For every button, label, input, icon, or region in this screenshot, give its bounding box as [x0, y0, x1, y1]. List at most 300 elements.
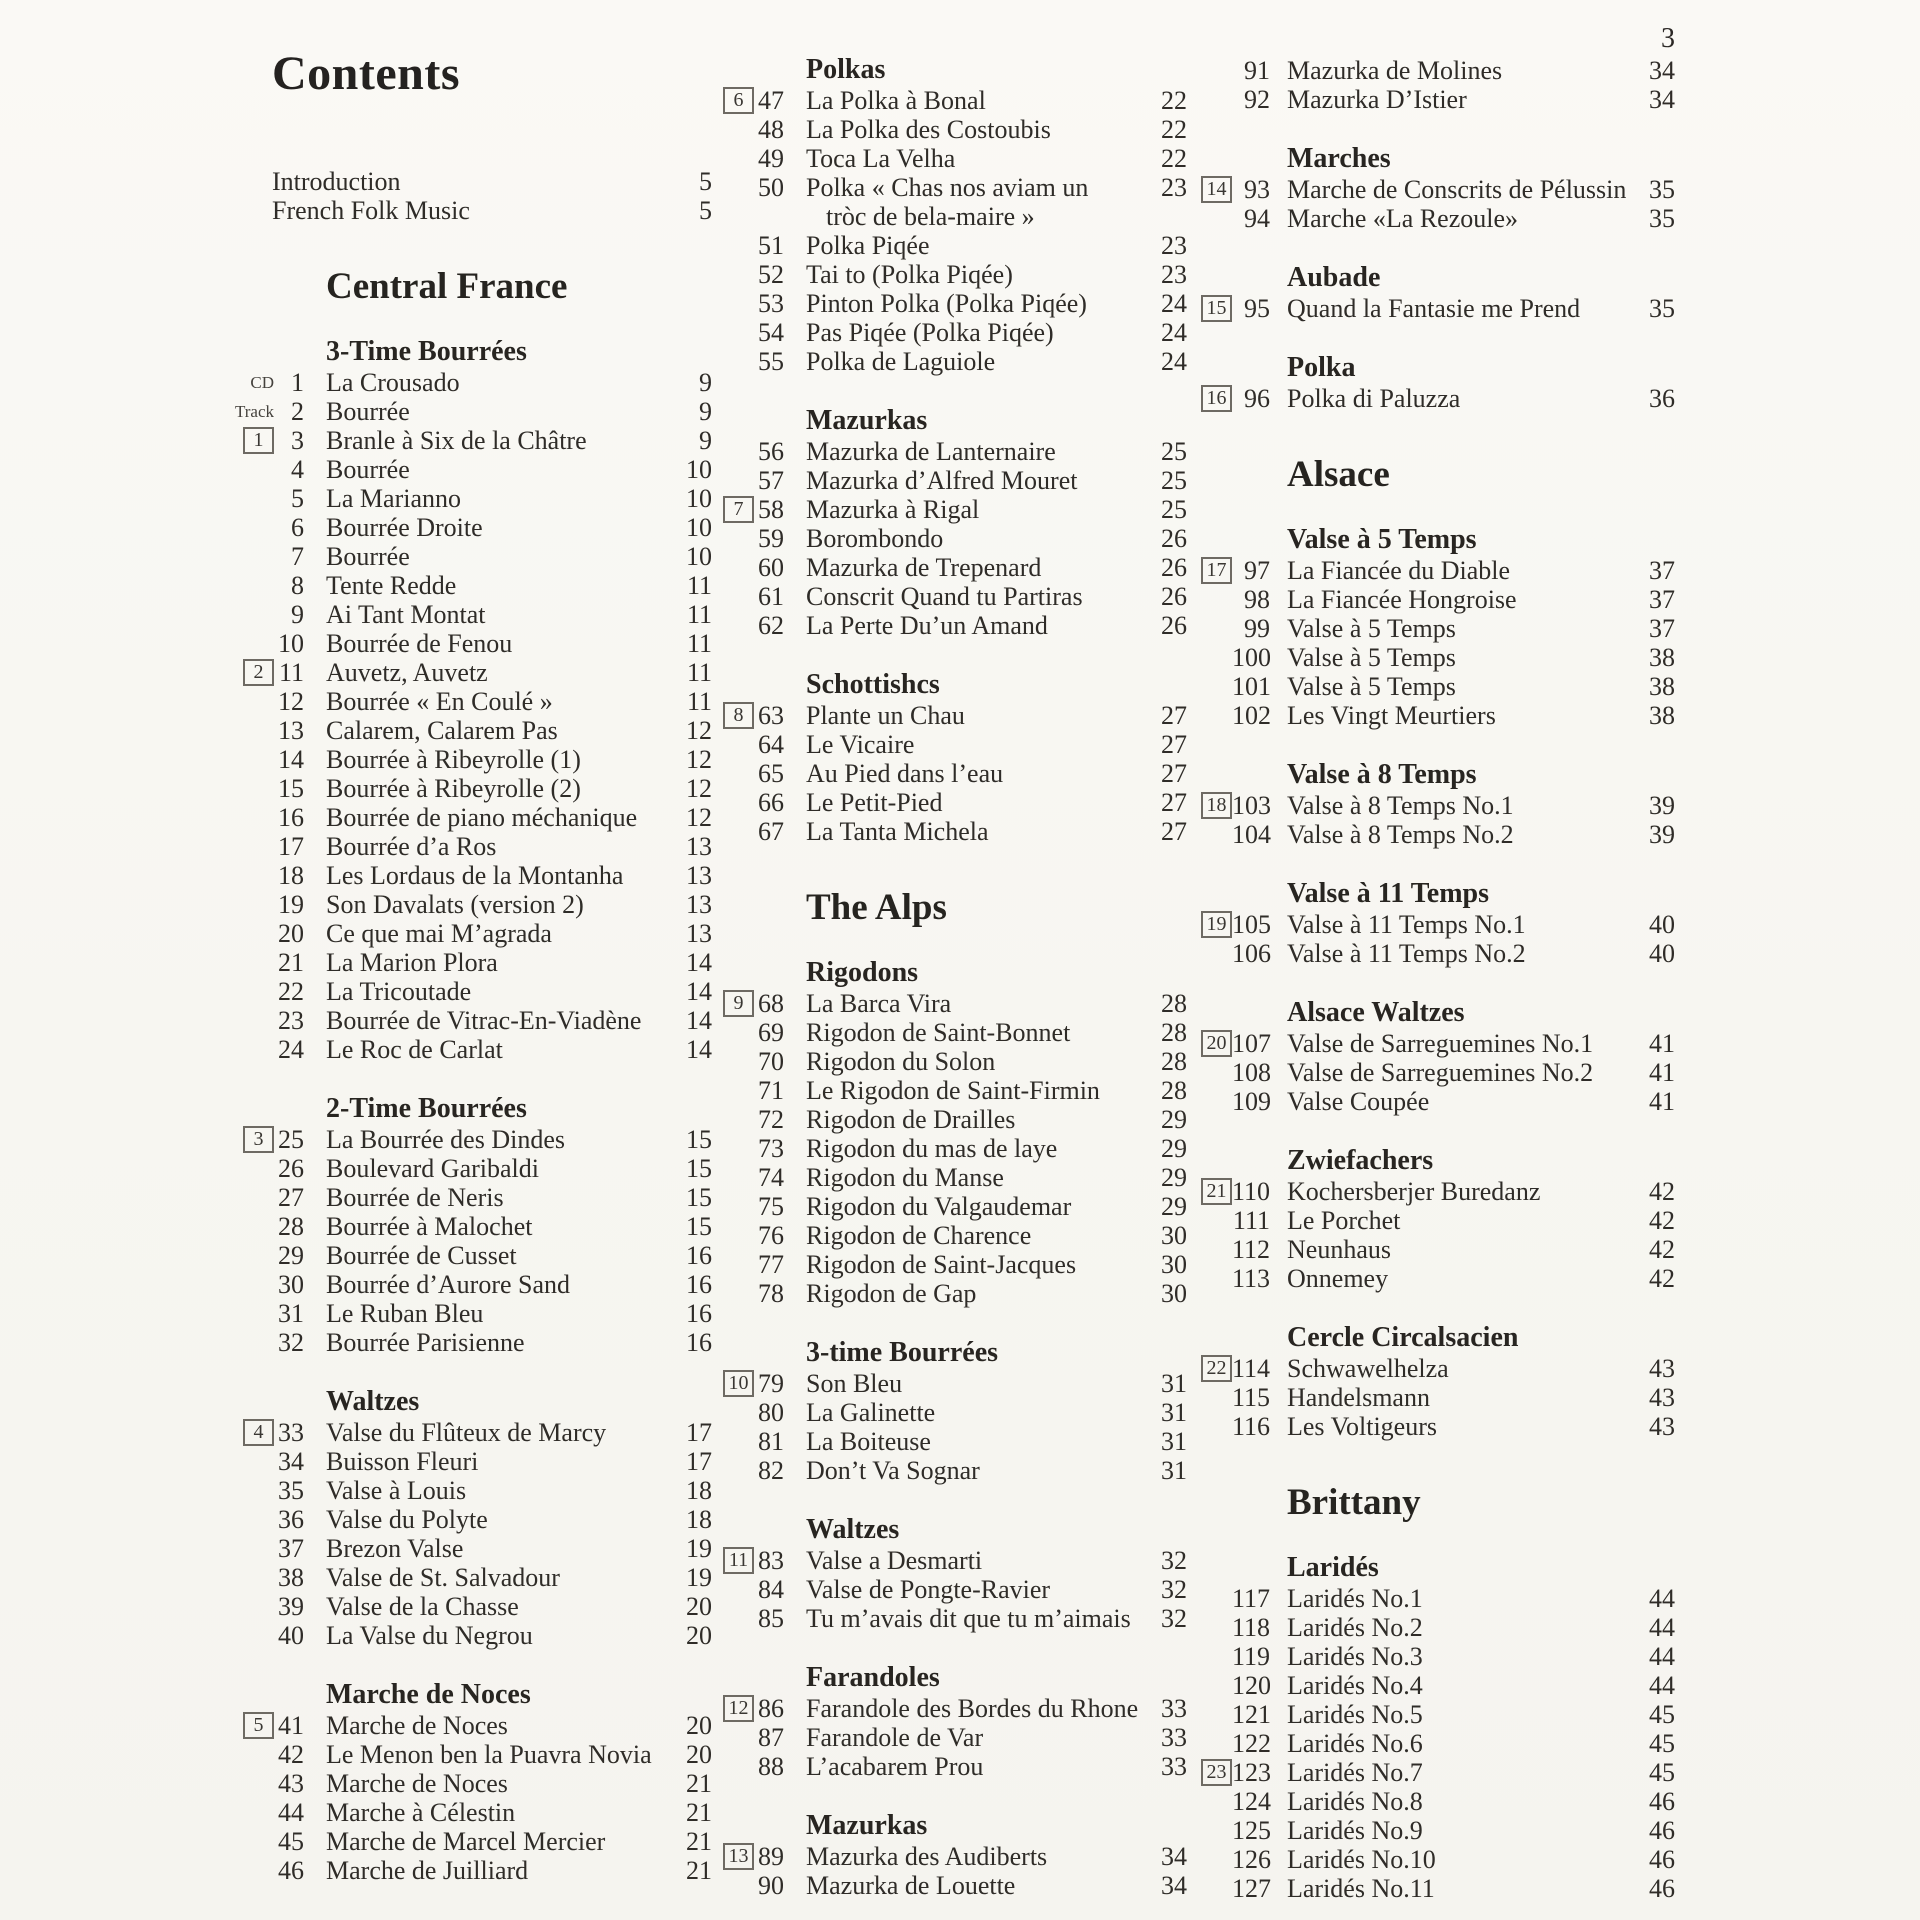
section-heading: The Alps — [806, 887, 947, 928]
cd-track-slot — [720, 173, 754, 202]
page-number: 40 — [1649, 939, 1675, 968]
track-title: Valse Coupée — [1287, 1087, 1430, 1116]
track-title: Le Petit-Pied — [806, 788, 943, 817]
cd-track-slot — [1198, 1642, 1232, 1671]
page-number: 28 — [1161, 1047, 1187, 1076]
page-number: 42 — [1649, 1206, 1675, 1235]
cd-track-slot — [240, 1592, 274, 1621]
cd-track-slot — [720, 524, 754, 553]
cd-track-box: 15 — [1201, 295, 1232, 322]
cd-track-slot — [720, 466, 754, 495]
toc-entry — [1198, 1671, 1675, 1700]
track-number: 123 — [1232, 1758, 1271, 1787]
track-number: 14 — [278, 745, 304, 774]
track-title: Valse de la Chasse — [326, 1592, 519, 1621]
cd-track-slot — [240, 1563, 274, 1592]
page-number: 12 — [686, 745, 712, 774]
track-title: Mazurka à Rigal — [806, 495, 980, 524]
track-title: Laridés No.2 — [1287, 1613, 1423, 1642]
track-number: 16 — [278, 803, 304, 832]
track-title: La Tanta Michela — [806, 817, 989, 846]
toc-entry — [720, 1575, 1187, 1604]
cd-track-slot — [240, 948, 274, 977]
track-title: Bourrée de Cusset — [326, 1241, 517, 1270]
page-number: 27 — [1161, 730, 1187, 759]
subsection-heading: Marche de Noces — [326, 1679, 531, 1710]
subsection-heading: Alsace Waltzes — [1287, 997, 1465, 1028]
track-number: 92 — [1244, 85, 1270, 114]
track-number: 68 — [758, 989, 784, 1018]
track-number: 97 — [1244, 556, 1270, 585]
intro-row — [240, 167, 712, 196]
page-number: 5 — [699, 196, 712, 225]
cd-track-slot — [720, 115, 754, 144]
page-number: 11 — [686, 687, 712, 716]
track-title: Bourrée d’Aurore Sand — [326, 1270, 571, 1299]
cd-track-box: 1 — [243, 427, 274, 454]
page-number: 11 — [686, 658, 712, 687]
page-number: 25 — [1161, 437, 1187, 466]
toc-entry — [240, 1035, 712, 1064]
toc-entry — [240, 1592, 712, 1621]
toc-entry — [720, 1192, 1187, 1221]
toc-entry — [1198, 1206, 1675, 1235]
track-title: Bourrée de Fenou — [326, 629, 513, 658]
toc-entry — [1198, 1874, 1675, 1903]
cd-track-slot — [1198, 1383, 1232, 1412]
track-number: 96 — [1244, 384, 1270, 413]
subsection-heading: Waltzes — [326, 1386, 420, 1417]
track-title: Handelsmann — [1287, 1383, 1430, 1412]
cd-track-slot — [240, 687, 274, 716]
track-title: Tai to (Polka Piqée) — [806, 260, 1013, 289]
toc-entry — [240, 542, 712, 571]
track-number: 87 — [758, 1723, 784, 1752]
track-title: Valse à 8 Temps No.1 — [1287, 791, 1514, 820]
track-number: 98 — [1244, 585, 1270, 614]
toc-entry — [720, 989, 1187, 1018]
track-title: Bourrée — [326, 455, 410, 484]
track-title: Marche de Marcel Mercier — [326, 1827, 606, 1856]
track-title: Toca La Velha — [806, 144, 956, 173]
cd-track-slot — [720, 1279, 754, 1308]
toc-entry — [720, 582, 1187, 611]
subsection-heading: Cercle Circalsacien — [1287, 1322, 1519, 1353]
cd-track-slot — [1198, 1058, 1232, 1087]
toc-entry — [720, 1018, 1187, 1047]
track-number: 106 — [1232, 939, 1271, 968]
track-title: La Tricoutade — [326, 977, 472, 1006]
cd-track-slot — [1198, 585, 1232, 614]
cd-track-box: 4 — [243, 1419, 274, 1446]
track-title: Borombondo — [806, 524, 944, 553]
track-number: 1 — [291, 368, 304, 397]
toc-entry — [1198, 672, 1675, 701]
track-title: La Marion Plora — [326, 948, 498, 977]
page-number: 11 — [686, 629, 712, 658]
cd-track-slot — [240, 716, 274, 745]
track-number: 17 — [278, 832, 304, 861]
toc-entry — [1198, 1613, 1675, 1642]
track-title: Tente Redde — [326, 571, 457, 600]
page-number: 35 — [1649, 294, 1675, 323]
cd-track-slot — [1198, 939, 1232, 968]
track-number: 103 — [1232, 791, 1271, 820]
subsection-heading: Valse à 11 Temps — [1287, 878, 1490, 909]
track-number: 28 — [278, 1212, 304, 1241]
track-title: Plante un Chau — [806, 701, 965, 730]
track-title: Polka de Laguiole — [806, 347, 996, 376]
toc-entry — [1198, 85, 1675, 114]
cd-track-slot — [1198, 56, 1232, 85]
toc-entry — [720, 1369, 1187, 1398]
track-number: 102 — [1232, 701, 1271, 730]
cd-track-box: 8 — [723, 702, 754, 729]
track-number: 105 — [1232, 910, 1271, 939]
page-number: 32 — [1161, 1546, 1187, 1575]
toc-entry — [1198, 204, 1675, 233]
page-number: 30 — [1161, 1221, 1187, 1250]
page-number: 19 — [686, 1563, 712, 1592]
cd-track-box: 2 — [243, 659, 274, 686]
track-number: 66 — [758, 788, 784, 817]
track-number: 77 — [758, 1250, 784, 1279]
track-title: Valse à 11 Temps No.1 — [1287, 910, 1526, 939]
track-title: Valse à 8 Temps No.2 — [1287, 820, 1514, 849]
page-number: 38 — [1649, 672, 1675, 701]
page-number: 32 — [1161, 1604, 1187, 1633]
page-number: 42 — [1649, 1264, 1675, 1293]
toc-entry — [1198, 56, 1675, 85]
cd-track-slot — [1198, 1264, 1232, 1293]
cd-track-slot — [720, 1076, 754, 1105]
page-number: 15 — [686, 1212, 712, 1241]
track-number: 119 — [1232, 1642, 1271, 1671]
cd-track-slot — [1198, 643, 1232, 672]
intro-title: French Folk Music — [272, 196, 470, 225]
track-title: Laridés No.4 — [1287, 1671, 1423, 1700]
subsection-heading: Rigodons — [806, 957, 919, 988]
page-number: 44 — [1649, 1613, 1675, 1642]
track-number: 116 — [1232, 1412, 1271, 1441]
track-title: Schwawelhelza — [1287, 1354, 1449, 1383]
track-number: 46 — [278, 1856, 304, 1885]
cd-track-slot — [1198, 294, 1232, 323]
cd-track-slot — [240, 1299, 274, 1328]
cd-track-slot — [1198, 1412, 1232, 1441]
cd-track-slot — [720, 1250, 754, 1279]
track-number: 48 — [758, 115, 784, 144]
cd-track-margin-label: CD — [250, 373, 274, 392]
page-number: 10 — [686, 484, 712, 513]
track-title: Marche à Célestin — [326, 1798, 516, 1827]
page-number: 34 — [1649, 56, 1675, 85]
track-title: Rigodon de Gap — [806, 1279, 977, 1308]
track-number: 84 — [758, 1575, 784, 1604]
track-number: 118 — [1232, 1613, 1271, 1642]
track-title: Calarem, Calarem Pas — [326, 716, 558, 745]
page-number: 35 — [1649, 175, 1675, 204]
cd-track-slot — [240, 1534, 274, 1563]
cd-track-slot — [720, 1134, 754, 1163]
track-title: Rigodon du mas de laye — [806, 1134, 1058, 1163]
cd-track-slot — [1198, 1729, 1232, 1758]
cd-track-slot — [720, 1723, 754, 1752]
page-number: 22 — [1161, 86, 1187, 115]
cd-track-slot — [1198, 910, 1232, 939]
page-number: 21 — [686, 1769, 712, 1798]
track-title: Ce que mai M’agrada — [326, 919, 552, 948]
toc-entry — [720, 347, 1187, 376]
track-number: 78 — [758, 1279, 784, 1308]
toc-entry — [720, 1427, 1187, 1456]
cd-track-slot — [720, 611, 754, 640]
page-number: 26 — [1161, 524, 1187, 553]
track-number: 82 — [758, 1456, 784, 1485]
page-number: 41 — [1649, 1087, 1675, 1116]
page-number: 13 — [686, 890, 712, 919]
page-number: 34 — [1649, 85, 1675, 114]
cd-track-slot — [240, 600, 274, 629]
cd-track-box: 10 — [723, 1370, 754, 1397]
cd-track-slot — [240, 484, 274, 513]
toc-entry — [1198, 1264, 1675, 1293]
track-title: Mazurka de Louette — [806, 1871, 1016, 1900]
track-number: 88 — [758, 1752, 784, 1781]
page-number: 26 — [1161, 582, 1187, 611]
track-number: 67 — [758, 817, 784, 846]
page-number: 15 — [686, 1125, 712, 1154]
cd-track-slot — [720, 1456, 754, 1485]
track-number: 71 — [758, 1076, 784, 1105]
page-number: 18 — [686, 1505, 712, 1534]
track-number: 63 — [758, 701, 784, 730]
page-number: 29 — [1161, 1192, 1187, 1221]
track-number: 115 — [1232, 1383, 1271, 1412]
track-title: Les Voltigeurs — [1287, 1412, 1437, 1441]
toc-entry — [240, 919, 712, 948]
page-number: 13 — [686, 861, 712, 890]
toc-entry — [720, 1694, 1187, 1723]
track-number: 75 — [758, 1192, 784, 1221]
track-title: Rigodon de Charence — [806, 1221, 1032, 1250]
track-number: 107 — [1232, 1029, 1271, 1058]
page-number: 15 — [686, 1154, 712, 1183]
track-number: 24 — [278, 1035, 304, 1064]
page-number: 38 — [1649, 643, 1675, 672]
cd-track-slot — [720, 1871, 754, 1900]
cd-track-box: 18 — [1201, 792, 1232, 819]
cd-track-slot — [720, 1752, 754, 1781]
toc-entry — [240, 1740, 712, 1769]
cd-track-box: 3 — [243, 1126, 274, 1153]
track-number: 110 — [1232, 1177, 1271, 1206]
page-number: 35 — [1649, 204, 1675, 233]
toc-entry — [720, 1842, 1187, 1871]
track-title: Bourrée — [326, 542, 410, 571]
track-number: 94 — [1244, 204, 1270, 233]
page-number: 27 — [1161, 788, 1187, 817]
track-number: 76 — [758, 1221, 784, 1250]
cd-track-slot — [240, 745, 274, 774]
cd-track-slot — [240, 890, 274, 919]
track-title: Marche de Conscrits de Pélussin — [1287, 175, 1627, 204]
page-number: 43 — [1649, 1383, 1675, 1412]
track-title: Pinton Polka (Polka Piqée) — [806, 289, 1087, 318]
track-title: Laridés No.5 — [1287, 1700, 1423, 1729]
track-number: 30 — [278, 1270, 304, 1299]
cd-track-slot — [240, 542, 274, 571]
toc-entry — [240, 1418, 712, 1447]
subsection-heading: 3-Time Bourrées — [326, 336, 527, 367]
toc-entry — [720, 1221, 1187, 1250]
cd-track-slot — [720, 1604, 754, 1633]
subsection-heading: Polka — [1287, 352, 1356, 383]
toc-entry — [720, 730, 1187, 759]
track-number: 3 — [291, 426, 304, 455]
track-title: Pas Piqée (Polka Piqée) — [806, 318, 1054, 347]
page-number: 41 — [1649, 1058, 1675, 1087]
cd-track-slot — [720, 202, 754, 231]
cd-track-slot — [240, 1769, 274, 1798]
toc-entry — [234, 397, 712, 426]
track-title: Quand la Fantasie me Prend — [1287, 294, 1581, 323]
page-number: 13 — [686, 919, 712, 948]
page-number: 44 — [1649, 1642, 1675, 1671]
toc-entry — [720, 144, 1187, 173]
track-number: 55 — [758, 347, 784, 376]
cd-track-slot — [1198, 85, 1232, 114]
toc-entry — [240, 861, 712, 890]
track-title: Mazurka des Audiberts — [806, 1842, 1048, 1871]
toc-entry — [240, 1299, 712, 1328]
track-number: 58 — [758, 495, 784, 524]
cd-track-slot — [720, 1842, 754, 1871]
track-title: Les Vingt Meurtiers — [1287, 701, 1496, 730]
cd-track-slot — [720, 260, 754, 289]
page-number: 39 — [1649, 820, 1675, 849]
track-number: 86 — [758, 1694, 784, 1723]
cd-track-slot — [720, 1018, 754, 1047]
track-number: 9 — [291, 600, 304, 629]
page-number: 45 — [1649, 1729, 1675, 1758]
track-title: Valse a Desmarti — [806, 1546, 983, 1575]
toc-entry — [240, 1563, 712, 1592]
cd-track-slot — [240, 1154, 274, 1183]
page-number: 44 — [1649, 1671, 1675, 1700]
track-title: Laridés No.9 — [1287, 1816, 1423, 1845]
cd-track-slot — [720, 989, 754, 1018]
cd-track-box: 7 — [723, 496, 754, 523]
track-title: Marche de Juilliard — [326, 1856, 529, 1885]
page-number: 21 — [686, 1798, 712, 1827]
track-title: Bourrée d’a Ros — [326, 832, 497, 861]
toc-entry — [720, 1047, 1187, 1076]
toc-entry — [240, 1006, 712, 1035]
toc-entry — [720, 260, 1187, 289]
track-number: 23 — [278, 1006, 304, 1035]
cd-track-slot — [720, 1398, 754, 1427]
toc-entry — [720, 86, 1187, 115]
toc-entry — [240, 1769, 712, 1798]
track-number: 90 — [758, 1871, 784, 1900]
toc-entry — [1198, 1729, 1675, 1758]
track-number: 54 — [758, 318, 784, 347]
track-title: Marche de Noces — [326, 1769, 508, 1798]
page-number: 31 — [1161, 1369, 1187, 1398]
track-number: 93 — [1244, 175, 1270, 204]
track-title: Valse de Sarreguemines No.1 — [1287, 1029, 1594, 1058]
cd-track-slot — [720, 817, 754, 846]
toc-entry — [1198, 294, 1675, 323]
cd-track-slot — [720, 86, 754, 115]
page-number: 28 — [1161, 989, 1187, 1018]
page-number: 17 — [686, 1447, 712, 1476]
subsection-heading: Aubade — [1287, 262, 1381, 293]
track-title: La Barca Vira — [806, 989, 952, 1018]
track-number: 34 — [278, 1447, 304, 1476]
toc-entry — [240, 513, 712, 542]
cd-track-slot — [240, 1328, 274, 1357]
cd-track-box: 23 — [1201, 1759, 1232, 1786]
track-number: 111 — [1232, 1206, 1270, 1235]
toc-entry — [720, 115, 1187, 144]
page-number: 14 — [686, 1035, 712, 1064]
page-number: 5 — [699, 167, 712, 196]
track-number: 69 — [758, 1018, 784, 1047]
track-number: 91 — [1244, 56, 1270, 85]
cd-track-slot — [240, 455, 274, 484]
page-number: 10 — [686, 513, 712, 542]
cd-track-slot — [720, 788, 754, 817]
cd-track-slot — [240, 1212, 274, 1241]
track-title: Rigodon du Manse — [806, 1163, 1004, 1192]
track-number: 59 — [758, 524, 784, 553]
toc-entry — [240, 368, 712, 397]
page-number: 42 — [1649, 1177, 1675, 1206]
page-number: 15 — [686, 1183, 712, 1212]
track-title: Mazurka de Lanternaire — [806, 437, 1056, 466]
track-number: 108 — [1232, 1058, 1271, 1087]
track-title: Bourrée — [326, 397, 410, 426]
track-title: Mazurka de Trepenard — [806, 553, 1042, 582]
track-number: 125 — [1232, 1816, 1271, 1845]
cd-track-box: 17 — [1201, 557, 1232, 584]
page-number: 16 — [686, 1328, 712, 1357]
page-number: 20 — [686, 1740, 712, 1769]
track-number: 38 — [278, 1563, 304, 1592]
cd-track-margin-label: Track — [234, 402, 274, 421]
cd-track-slot — [240, 774, 274, 803]
track-number: 6 — [291, 513, 304, 542]
track-number: 7 — [291, 542, 304, 571]
cd-track-slot — [1198, 1354, 1232, 1383]
track-title: La Marianno — [326, 484, 462, 513]
page-number: 38 — [1649, 701, 1675, 730]
track-number: 79 — [758, 1369, 784, 1398]
track-number: 36 — [278, 1505, 304, 1534]
track-number: 56 — [758, 437, 784, 466]
track-title: Laridés No.6 — [1287, 1729, 1423, 1758]
page-number: 31 — [1161, 1427, 1187, 1456]
toc-entry — [720, 173, 1187, 202]
cd-track-slot — [1198, 1758, 1232, 1787]
section-heading: Brittany — [1287, 1482, 1421, 1523]
cd-track-box: 12 — [723, 1695, 754, 1722]
cd-track-slot — [720, 553, 754, 582]
toc-entry — [240, 1505, 712, 1534]
cd-track-slot — [720, 1105, 754, 1134]
